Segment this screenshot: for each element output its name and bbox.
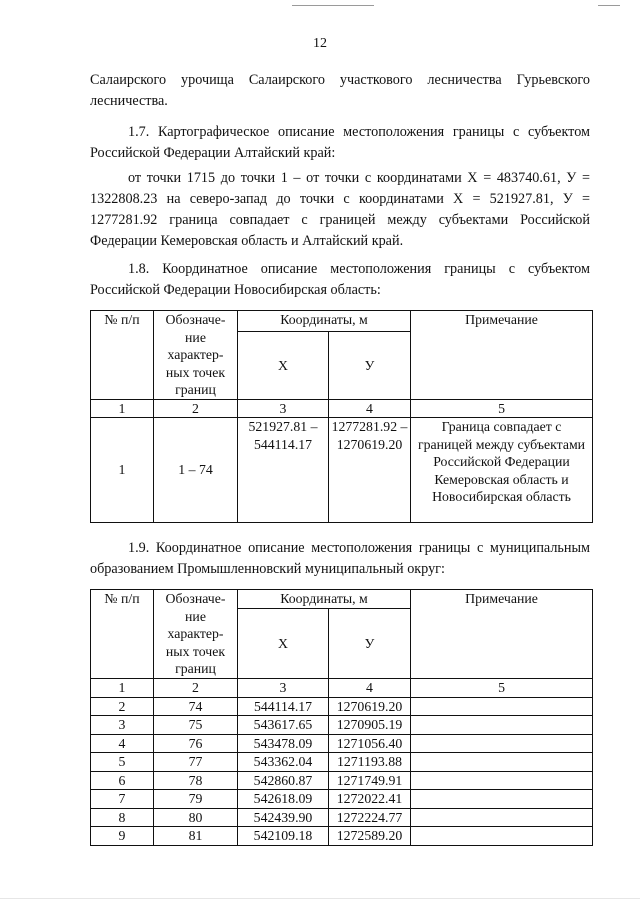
- row-x: 543478.09: [238, 734, 329, 753]
- row-num: 7: [91, 790, 154, 809]
- row-x: 542439.90: [238, 808, 329, 827]
- index-cell: 5: [411, 679, 593, 698]
- index-row: [91, 399, 593, 418]
- header-num: № п/п: [91, 311, 154, 400]
- row-designation: 80: [154, 808, 238, 827]
- row-num: 1: [91, 418, 154, 523]
- scan-artifact-line: [292, 5, 374, 6]
- index-row: [91, 679, 593, 698]
- index-cell: 5: [411, 399, 593, 418]
- row-y: 1271749.91: [329, 771, 411, 790]
- row-num: 6: [91, 771, 154, 790]
- row-y: 1277281.92 – 1270619.20: [329, 418, 411, 523]
- row-note: [411, 790, 593, 809]
- row-note: [411, 734, 593, 753]
- table-row: [91, 734, 593, 753]
- header-note: Примечание: [411, 311, 593, 400]
- table-row: [91, 808, 593, 827]
- page-number: 12: [313, 36, 327, 51]
- row-note: [411, 697, 593, 716]
- row-note: [411, 716, 593, 735]
- header-x: Х: [238, 332, 329, 399]
- row-num: 3: [91, 716, 154, 735]
- table-row: [91, 771, 593, 790]
- index-cell: 1: [91, 679, 154, 698]
- row-designation: 76: [154, 734, 238, 753]
- table-row: [91, 827, 593, 846]
- row-note: [411, 827, 593, 846]
- row-y: 1270905.19: [329, 716, 411, 735]
- row-note: [411, 753, 593, 772]
- header-coordinates: Координаты, м: [238, 311, 411, 332]
- row-designation: 81: [154, 827, 238, 846]
- paragraph-continuation: Салаирского урочища Салаирского участкового лесничества Гурьевского лесничества.: [90, 72, 590, 109]
- table-row: [91, 697, 593, 716]
- index-cell: 4: [329, 679, 411, 698]
- index-cell: 3: [238, 399, 329, 418]
- table-row: [91, 790, 593, 809]
- scan-artifact-line-2: [598, 5, 620, 6]
- row-num: 4: [91, 734, 154, 753]
- header-coordinates: Координаты, м: [238, 590, 411, 609]
- row-y: 1271056.40: [329, 734, 411, 753]
- header-x: Х: [238, 609, 329, 679]
- header-num: № п/п: [91, 590, 154, 679]
- index-cell: 2: [154, 399, 238, 418]
- index-cell: 3: [238, 679, 329, 698]
- row-x: 544114.17: [238, 697, 329, 716]
- index-cell: 4: [329, 399, 411, 418]
- row-x: 543362.04: [238, 753, 329, 772]
- table-promyshlennovsky: [90, 589, 593, 846]
- row-note: [411, 808, 593, 827]
- section-1-8-heading: 1.8. Координатное описание местоположения границы с субъектом Российской Федерации Новосибирская область:: [90, 261, 590, 298]
- section-1-9-heading: 1.9. Координатное описание местоположения границы с муниципальным образованием Промышленновский муниципальный округ:: [90, 540, 590, 577]
- header-designation: Обозначе-ние характер-ных точек границ: [154, 311, 238, 400]
- row-num: 2: [91, 697, 154, 716]
- row-y: 1272589.20: [329, 827, 411, 846]
- row-designation: 77: [154, 753, 238, 772]
- row-y: 1271193.88: [329, 753, 411, 772]
- row-x: 542109.18: [238, 827, 329, 846]
- table-row: [91, 753, 593, 772]
- table-row: [91, 716, 593, 735]
- row-num: 9: [91, 827, 154, 846]
- row-designation: 1 – 74: [154, 418, 238, 523]
- row-x: 543617.65: [238, 716, 329, 735]
- row-num: 8: [91, 808, 154, 827]
- row-designation: 78: [154, 771, 238, 790]
- section-1-7-heading: 1.7. Картографическое описание местоположения границы с субъектом Российской Федерации Алтайский край:: [90, 124, 590, 161]
- row-designation: 74: [154, 697, 238, 716]
- header-y: У: [329, 332, 411, 399]
- row-num: 5: [91, 753, 154, 772]
- header-designation: Обозначе-ние характер-ных точек границ: [154, 590, 238, 679]
- row-x: 521927.81 – 544114.17: [238, 418, 329, 523]
- index-cell: 1: [91, 399, 154, 418]
- index-cell: 2: [154, 679, 238, 698]
- row-designation: 79: [154, 790, 238, 809]
- table-row: [91, 418, 593, 523]
- table-novosibirsk: [90, 310, 593, 523]
- row-x: 542860.87: [238, 771, 329, 790]
- row-x: 542618.09: [238, 790, 329, 809]
- row-y: 1270619.20: [329, 697, 411, 716]
- scan-artifact-bottom: [0, 898, 640, 899]
- row-designation: 75: [154, 716, 238, 735]
- row-y: 1272022.41: [329, 790, 411, 809]
- section-1-7-text: от точки 1715 до точки 1 – от точки с координатами Х = 483740.61, У = 1322808.23 на северо-запад до точки с координатами Х = 521927.81, У = 1277281.92 граница совпадает с границей между субъектами Российской Федерации Кемеровская область и Алтайский край.: [90, 170, 590, 249]
- header-note: Примечание: [411, 590, 593, 679]
- row-note: [411, 771, 593, 790]
- row-note: Граница совпадает с границей между субъектами Российской Федерации Кемеровская область и Новосибирская область: [411, 418, 593, 523]
- row-y: 1272224.77: [329, 808, 411, 827]
- header-y: У: [329, 609, 411, 679]
